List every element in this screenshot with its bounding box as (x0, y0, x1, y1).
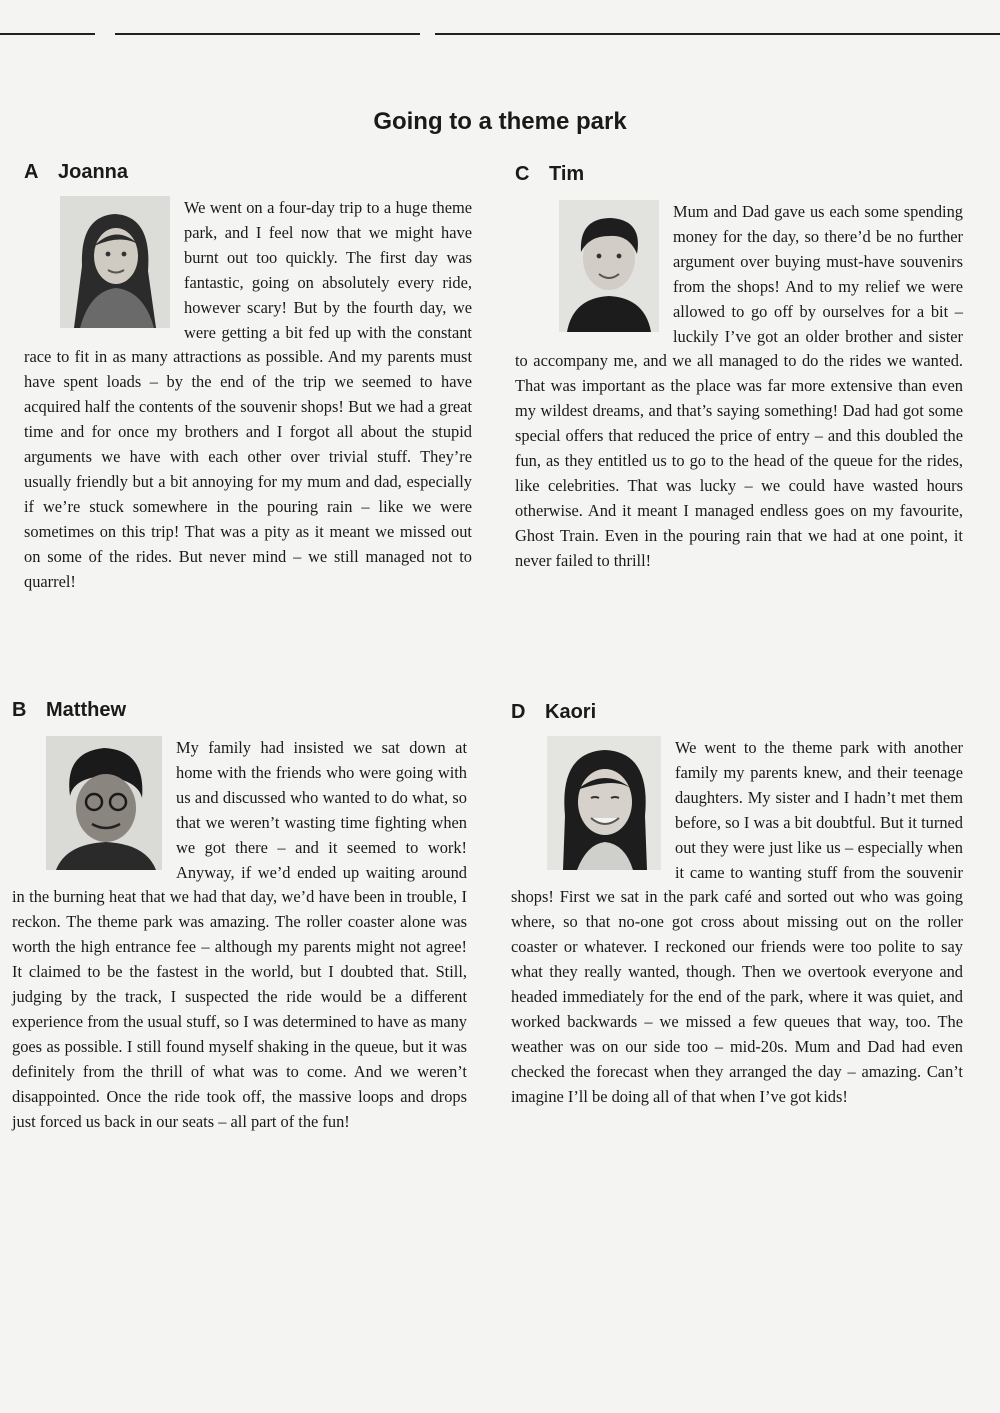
section-heading (515, 158, 963, 190)
section-letter: A (24, 161, 39, 183)
top-rule-right (435, 33, 1000, 35)
section-letter: C (515, 163, 530, 185)
top-rule-middle (115, 33, 420, 35)
article-text-block (511, 736, 963, 1110)
page-title: Going to a theme park (373, 108, 627, 135)
author-name: Matthew (46, 699, 126, 721)
section-joanna (24, 156, 472, 595)
section-kaori (511, 696, 963, 1110)
section-letter: B (12, 699, 27, 721)
portrait-photo-joanna (60, 196, 170, 328)
portrait-photo-tim (559, 200, 659, 332)
portrait-photo-matthew (46, 736, 162, 870)
author-name: Kaori (545, 701, 597, 723)
article-text: Mum and Dad gave us each some spending money for the day, so there’d be no further argument over buying must-have souvenirs from the shops! And to my relief we were allowed to go off by ourselves for a bit – luckily I’ve got an older brother and sister to accompany me, and we all managed to do the rides we wanted. That was important as the place was far more extensive than even my wildest dreams, and that’s saying something! Dad had got some special offers that reduced the price of entry – and this doubled the fun, as they entitled us to go to the head of the queue for the rides, like celebrities. That was lucky – we could have wasted hours otherwise. And it meant I managed endless goes on my favourite, Ghost Train. Even in the pouring rain that we had at one point, it never failed to thrill! (515, 202, 963, 570)
section-heading (24, 156, 472, 188)
article-text: We went to the theme park with another family my parents knew, and their teenage daughters. My sister and I hadn’t met them before, so I was a bit doubtful. But it turned out they were just like us – especially when it came to wanting stuff from the souvenir shops! First we sat in the park café and sorted out who was going where, so that no-one got cross about missing out on the roller coaster or whatever. I reckoned our friends were too polite to say what they really wanted, though. Then we overtook everyone and headed immediately for the end of the park, where it was quiet, and worked backwards – we missed a few queues that way, too. The weather was on our side too – mid-20s. Mum and Dad had even checked the forecast when they arranged the day – amazing. Can’t imagine I’ll be doing all of that when I’ve got kids! (511, 738, 963, 1106)
section-tim (515, 158, 963, 574)
article-text-block (12, 736, 467, 1135)
article-text: My family had insisted we sat down at home with the friends who were going with us and discussed who wanted to do what, so that we weren’t wasting time fighting when we got there – and it seemed to work! Anyway, if we’d ended up waiting around in the burning heat that we had that day, we’d have been in trouble, I reckon. The theme park was amazing. The roller coaster alone was worth the high entrance fee – although my parents might not agree! It claimed to be the fastest in the world, but I doubted that. Still, judging by the track, I suspected the ride would be a different experience from the usual stuff, so I was determined to have as many goes as possible. I still found myself shaking in the queue, but it was definitely from the thrill of what was to come. And we weren’t disappointed. Once the ride took off, the massive loops and drops just forced us back in our seats – all part of the fun! (12, 738, 467, 1131)
article-text-block (515, 200, 963, 574)
article-text-block (24, 196, 472, 595)
article-text: We went on a four-day trip to a huge theme park, and I feel now that we might have burnt out too quickly. The first day was fantastic, going on absolutely every ride, however scary! But by the fourth day, we were getting a bit fed up with the constant race to fit in as many attractions as possible. And my parents must have spent loads – by the end of the trip we seemed to have acquired half the contents of the souvenir shops! But we had a great time and for once my brothers and I forgot all about the stupid arguments we have with each other over trivial stuff. They’re usually friendly but a bit annoying for my mum and dad, especially if we’re stuck somewhere in the pouring rain – like we were sometimes on this trip! That was a pity as it meant we missed out on some of the rides. But never mind – we still managed not to quarrel! (24, 198, 472, 591)
section-heading (12, 694, 467, 726)
author-name: Joanna (58, 161, 129, 183)
section-matthew (12, 694, 467, 1135)
author-name: Tim (549, 163, 585, 185)
portrait-photo-kaori (547, 736, 661, 870)
top-rule-left (0, 33, 95, 35)
section-heading (511, 696, 963, 728)
section-letter: D (511, 701, 526, 723)
